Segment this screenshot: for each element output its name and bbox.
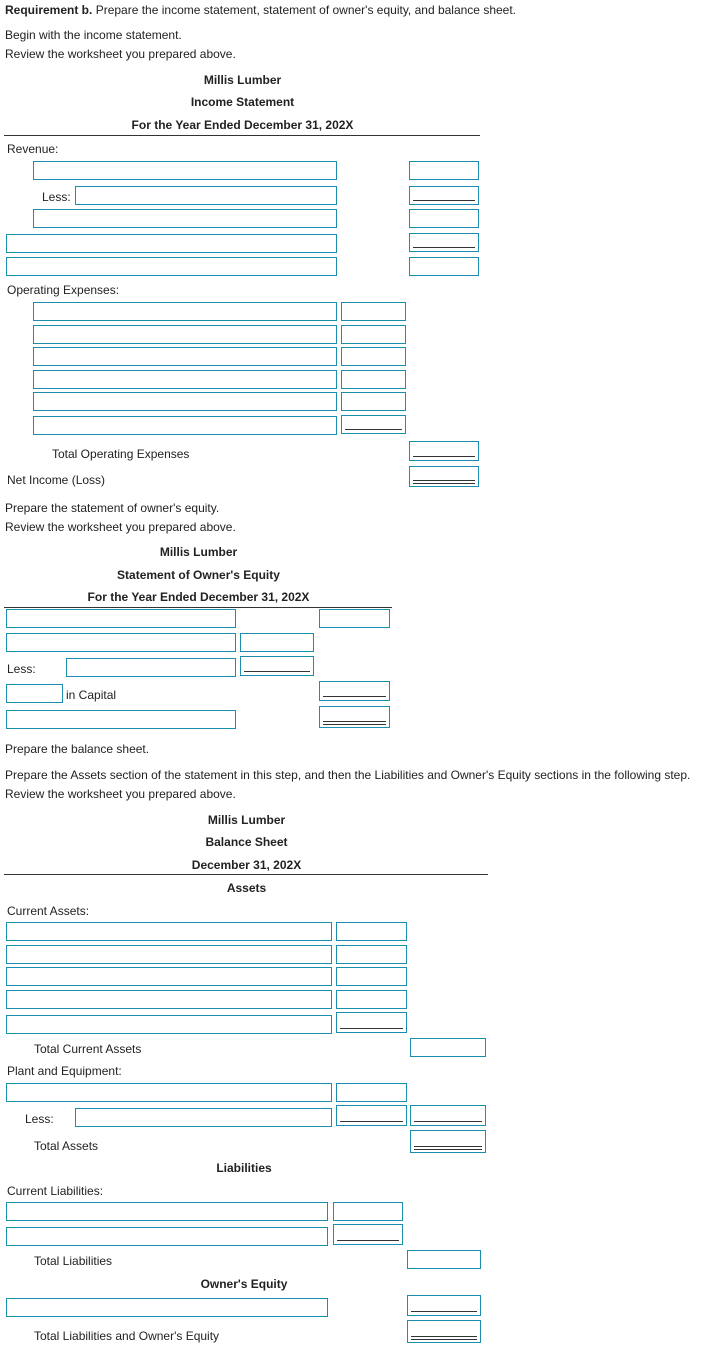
operating-expense-amount-input[interactable] [341,347,406,366]
owner-capital-amount-input[interactable] [407,1295,481,1316]
gross-profit-amount-input[interactable] [409,257,479,276]
current-asset-amount-input[interactable] [336,1012,407,1033]
income-statement-intro: Begin with the income statement. [5,28,182,42]
change-in-capital-amount-input[interactable] [319,681,390,701]
total-liabilities-equity-label: Total Liabilities and Owner's Equity [34,1329,220,1343]
owner-capital-account-input[interactable] [6,1298,328,1317]
net-income-input[interactable] [409,466,479,487]
owners-equity-intro: Prepare the statement of owner's equity. [5,501,220,515]
revenue-less-label: Less: [42,190,71,204]
equity-deduction-amount-input[interactable] [240,656,314,676]
net-income-label: Net Income (Loss) [7,473,106,487]
income-statement-title: Income Statement [190,95,295,109]
current-asset-amount-input[interactable] [336,990,407,1009]
net-revenue-account-input[interactable] [33,209,337,228]
equity-addition-account-input[interactable] [6,633,236,652]
current-asset-amount-input[interactable] [336,967,407,986]
owners-equity-title: Statement of Owner's Equity [117,568,280,582]
liabilities-heading: Liabilities [216,1161,272,1175]
income-statement-review: Review the worksheet you prepared above. [5,47,236,61]
operating-expense-amount-input[interactable] [341,302,406,321]
income-statement-divider [4,135,480,136]
balance-sheet-instructions: Prepare the Assets section of the statement in this step, and then the Liabilities and Owner's Equity sections in the following step. [5,768,691,782]
owners-equity-less-label: Less: [7,662,36,676]
current-liabilities-label: Current Liabilities: [7,1184,104,1198]
revenue-amount-input[interactable] [409,161,479,180]
balance-sheet-intro: Prepare the balance sheet. [5,742,150,756]
current-asset-amount-input[interactable] [336,922,407,941]
owners-equity-divider [4,607,392,608]
operating-expense-amount-input[interactable] [341,325,406,344]
plant-asset-amount-input[interactable] [336,1083,407,1102]
revenue-deduction-amount-input[interactable] [409,186,479,205]
operating-expense-amount-input[interactable] [341,392,406,411]
operating-expense-account-input[interactable] [33,325,337,344]
operating-expense-account-input[interactable] [33,416,337,435]
accumulated-depreciation-amount-input[interactable] [336,1105,407,1126]
total-assets-input[interactable] [410,1130,486,1153]
total-operating-expenses-input[interactable] [409,441,479,461]
current-liability-account-input[interactable] [6,1227,328,1246]
equity-deduction-account-input[interactable] [66,658,236,677]
equity-addition-amount-input[interactable] [240,633,314,652]
requirement-text: Prepare the income statement, statement of owner's equity, and balance sheet. [92,3,517,17]
total-current-assets-label: Total Current Assets [34,1042,142,1056]
net-plant-equipment-input[interactable] [410,1105,486,1126]
operating-expenses-label: Operating Expenses: [7,283,120,297]
cost-amount-input[interactable] [409,233,479,252]
gross-profit-account-input[interactable] [6,257,337,276]
in-capital-label: in Capital [66,688,117,702]
owners-equity-heading: Owner's Equity [200,1277,288,1291]
accumulated-depreciation-less-label: Less: [25,1112,54,1126]
balance-sheet-divider [4,874,488,875]
plant-equipment-label: Plant and Equipment: [7,1064,122,1078]
current-asset-account-input[interactable] [6,945,332,964]
balance-sheet-date: December 31, 202X [191,858,302,872]
operating-expense-account-input[interactable] [33,392,337,411]
current-assets-label: Current Assets: [7,904,90,918]
revenue-account-input[interactable] [33,161,337,180]
net-revenue-amount-input[interactable] [409,209,479,228]
current-liability-amount-input[interactable] [333,1224,403,1245]
plant-asset-account-input[interactable] [6,1083,332,1102]
operating-expense-account-input[interactable] [33,347,337,366]
revenue-deduction-account-input[interactable] [75,186,337,205]
revenue-label: Revenue: [7,142,59,156]
total-liabilities-equity-input[interactable] [407,1320,481,1343]
current-asset-account-input[interactable] [6,990,332,1009]
beginning-capital-amount-input[interactable] [319,609,390,628]
cost-account-input[interactable] [6,234,337,253]
owners-equity-company: Millis Lumber [159,545,238,559]
change-in-capital-input[interactable] [6,684,63,703]
operating-expense-account-input[interactable] [33,302,337,321]
ending-capital-amount-input[interactable] [319,706,390,728]
assets-heading: Assets [226,881,267,895]
total-operating-expenses-label: Total Operating Expenses [52,447,190,461]
total-liabilities-label: Total Liabilities [34,1254,113,1268]
total-assets-label: Total Assets [34,1139,99,1153]
current-liability-account-input[interactable] [6,1202,328,1221]
operating-expense-amount-input[interactable] [341,370,406,389]
beginning-capital-account-input[interactable] [6,609,236,628]
total-current-assets-input[interactable] [410,1038,486,1057]
owners-equity-period: For the Year Ended December 31, 202X [87,590,310,604]
operating-expense-account-input[interactable] [33,370,337,389]
total-liabilities-input[interactable] [407,1250,481,1269]
balance-sheet-company: Millis Lumber [207,813,286,827]
current-asset-account-input[interactable] [6,1015,332,1034]
requirement-line [5,3,516,17]
income-statement-company: Millis Lumber [203,73,282,87]
ending-capital-account-input[interactable] [6,710,236,729]
balance-sheet-review: Review the worksheet you prepared above. [5,787,236,801]
current-asset-account-input[interactable] [6,967,332,986]
balance-sheet-title: Balance Sheet [205,835,288,849]
requirement-label: Requirement b. [5,3,93,17]
accumulated-depreciation-account-input[interactable] [75,1108,332,1127]
current-asset-account-input[interactable] [6,922,332,941]
operating-expense-amount-input[interactable] [341,415,406,434]
income-statement-period: For the Year Ended December 31, 202X [131,118,354,132]
current-liability-amount-input[interactable] [333,1202,403,1221]
current-asset-amount-input[interactable] [336,945,407,964]
owners-equity-review: Review the worksheet you prepared above. [5,520,236,534]
